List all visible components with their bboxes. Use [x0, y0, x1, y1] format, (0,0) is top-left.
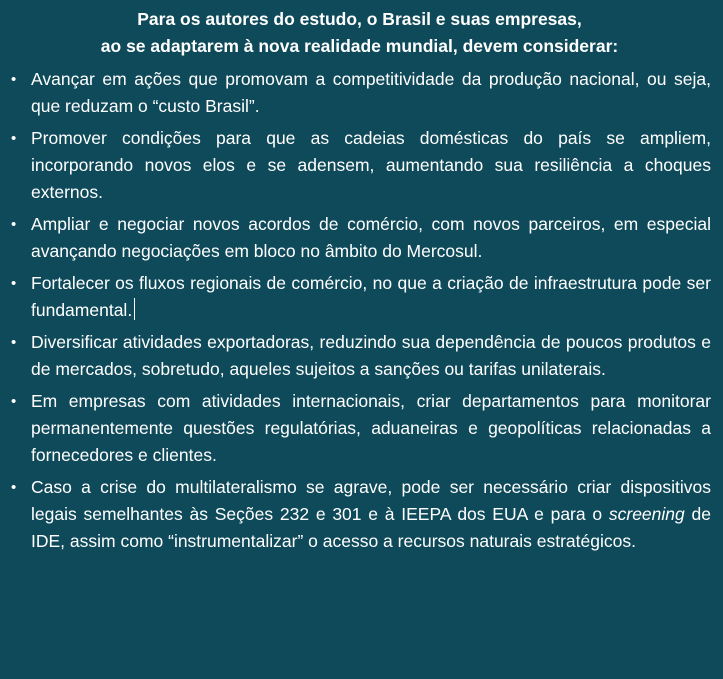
heading-line-2: ao se adaptarem à nova realidade mundial, devem considerar: [100, 36, 619, 56]
list-item [8, 388, 711, 469]
item-text-after: de IDE, assim como “instrumentalizar” o acesso a recursos naturais estratégicos. [31, 504, 711, 551]
heading-line-1: Para os autores do estudo, o Brasil e suas empresas, [137, 9, 582, 29]
item-text: Avançar em ações que promovam a competitividade da produção nacional, ou seja, que reduzam o “custo Brasil”. [31, 69, 711, 116]
item-text: Fortalecer os fluxos regionais de comércio, no que a criação de infraestrutura pode ser fundamental. [31, 273, 711, 320]
item-text-before: Caso a crise do multilateralismo se agrave, pode ser necessário criar dispositivos legais semelhantes às Seções 232 e 301 e à IEEPA dos EUA e para o [31, 477, 711, 524]
item-text: Ampliar e negociar novos acordos de comércio, com novos parceiros, em especial avançando negociações em bloco no âmbito do Mercosul. [31, 214, 711, 261]
bullet-icon: • [11, 216, 17, 233]
list-item [8, 474, 711, 555]
text-cursor [134, 298, 135, 320]
item-text: Promover condições para que as cadeias domésticas do país se ampliem, incorporando novos elos e se adensem, aumentando sua resiliência a choques externos. [31, 128, 711, 202]
bullet-icon: • [11, 393, 17, 410]
recommendations-list [8, 66, 711, 555]
list-item [8, 329, 711, 383]
bullet-icon: • [11, 71, 17, 88]
bullet-icon: • [11, 130, 17, 147]
bullet-icon: • [11, 275, 17, 292]
bullet-icon: • [11, 479, 17, 496]
item-text: Diversificar atividades exportadoras, reduzindo sua dependência de poucos produtos e de mercados, sobretudo, aqueles sujeitos a sanções ou tarifas unilaterais. [31, 332, 711, 379]
list-item [8, 211, 711, 265]
item-text: Em empresas com atividades internacionais, criar departamentos para monitorar permanentemente questões regulatórias, aduaneiras e geopolíticas relacionadas a fornecedores e clientes. [31, 391, 711, 465]
panel-heading [8, 6, 711, 60]
bullet-icon: • [11, 334, 17, 351]
list-item [8, 66, 711, 120]
item-text-emphasis: screening [608, 504, 685, 524]
list-item [8, 270, 711, 324]
list-item [8, 125, 711, 206]
